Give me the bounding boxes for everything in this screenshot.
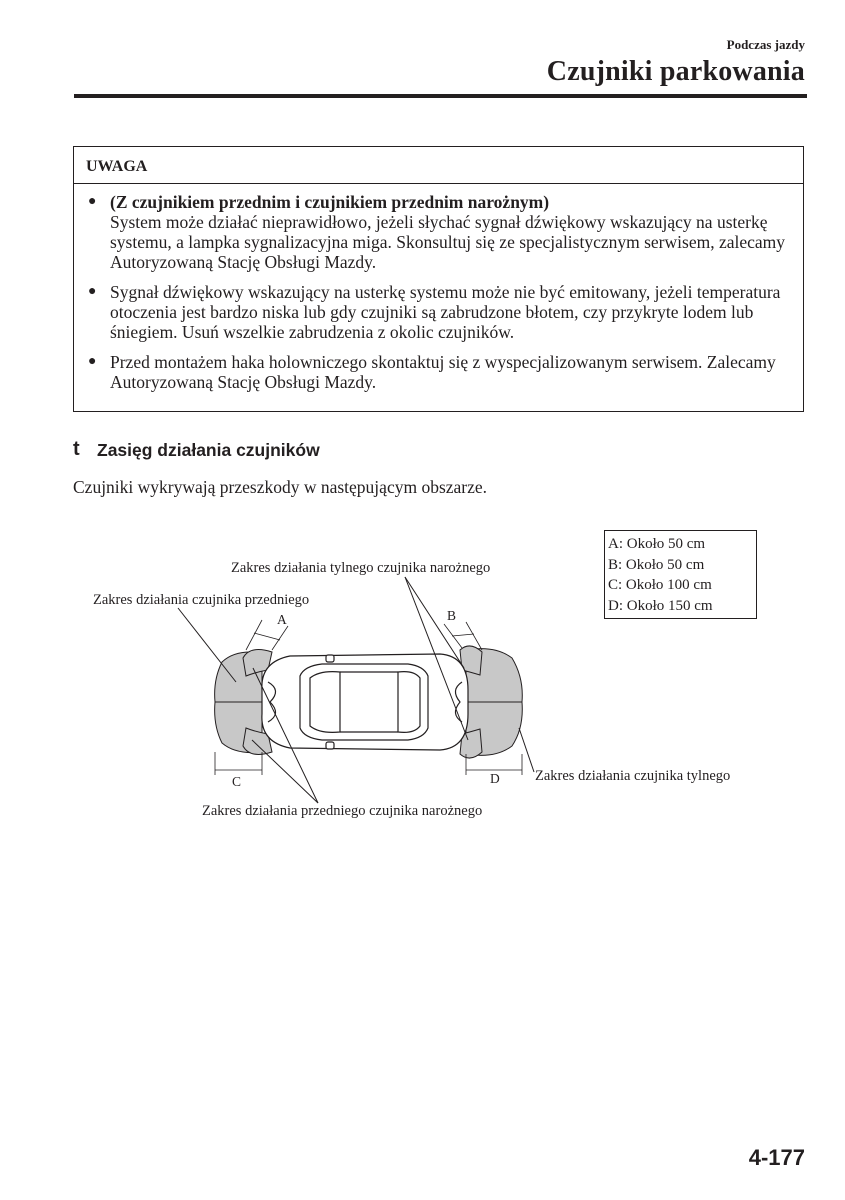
- label-rear-corner-sensor: Zakres działania tylnego czujnika narożnego: [231, 560, 491, 576]
- section-marker: t: [73, 438, 80, 460]
- caution-item-condition: (Z czujnikiem przednim i czujnikiem przednim narożnym): [110, 192, 550, 212]
- dimension-label-a: A: [277, 612, 287, 627]
- caution-heading: UWAGA: [74, 147, 803, 184]
- caution-item-text: System może działać nieprawidłowo, jeżeli słychać sygnał dźwiękowy wskazujący na usterkę systemu, a lampka sygnalizacyjna miga. Skonsultuj się ze specjalistycznym serwisem, zalecamy Autoryzowaną Stację Obsługi Mazdy.: [110, 212, 786, 272]
- dimension-label-b: B: [447, 608, 457, 623]
- label-rear-sensor: Zakres działania czujnika tylnego: [535, 768, 731, 784]
- caution-item-text: Sygnał dźwiękowy wskazujący na usterkę systemu może nie być emitowany, jeżeli temperatura otoczenia jest bardzo niska lub gdy czujniki są zabrudzone błotem, czy przykryte lodem lub śniegiem. Usuń wszelkie zabrudzenia z okolic czujników.: [110, 282, 781, 342]
- legend-row-b: B: Około 50 cm: [608, 556, 705, 573]
- section-title: Zasięg działania czujników: [97, 440, 320, 460]
- dimension-label-d: D: [490, 771, 500, 786]
- legend-row-a: A: Około 50 cm: [608, 536, 706, 552]
- bullet-icon: ●: [88, 354, 97, 369]
- label-front-sensor: Zakres działania czujnika przedniego: [93, 592, 310, 608]
- bullet-icon: ●: [88, 284, 97, 299]
- car-top-view: [262, 654, 468, 750]
- page-title: Czujniki parkowania: [546, 56, 805, 87]
- section-intro: Czujniki wykrywają przeszkody w następującym obszarze.: [73, 477, 488, 497]
- legend-row-c: C: Około 100 cm: [608, 577, 712, 593]
- running-header: Podczas jazdy: [726, 37, 805, 52]
- dimension-label-c: C: [232, 774, 242, 789]
- page-number: 4-177: [748, 1145, 805, 1170]
- legend-row-d: D: Około 150 cm: [608, 597, 713, 614]
- label-front-corner-sensor: Zakres działania przedniego czujnika narożnego: [202, 803, 483, 819]
- bullet-icon: ●: [88, 194, 97, 209]
- caution-item-text: Przed montażem haka holowniczego skontaktuj się z wyspecjalizowanym serwisem. Zalecamy Autoryzowaną Stację Obsługi Mazdy.: [110, 352, 776, 392]
